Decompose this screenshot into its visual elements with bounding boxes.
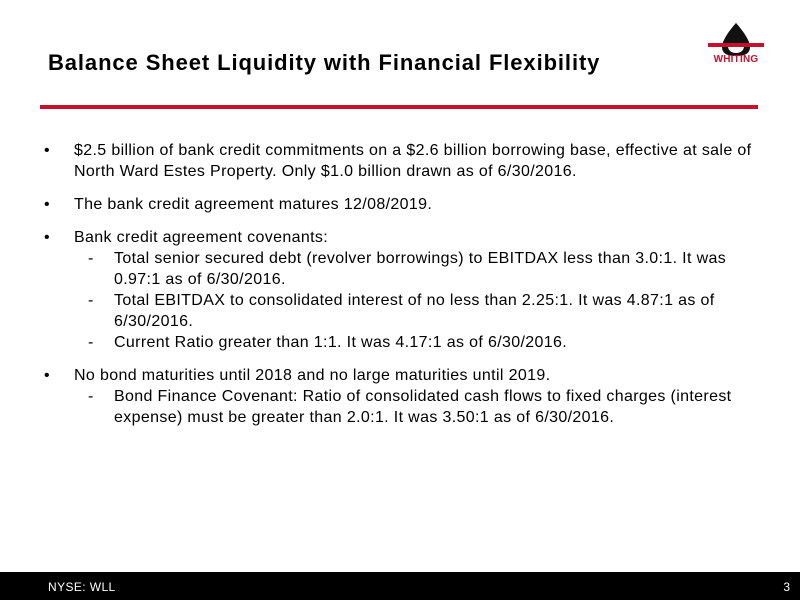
footer-ticker: NYSE: WLL [48, 580, 116, 594]
sub-bullet-marker: - [88, 250, 94, 267]
bullet-item [44, 194, 764, 215]
sub-bullet-text: Total EBITDAX to consolidated interest of no less than 2.25:1. It was 4.87:1 as of 6/30/2016. [114, 292, 715, 330]
sub-bullet-text: Total senior secured debt (revolver borrowings) to EBITDAX less than 3.0:1. It was 0.97:1 as of 6/30/2016. [114, 250, 727, 288]
sub-bullet-item [44, 386, 764, 428]
slide-title: Balance Sheet Liquidity with Financial Flexibility [48, 50, 601, 75]
sub-bullet-item [44, 248, 764, 290]
bullet-marker: • [44, 142, 50, 159]
bullet-marker: • [44, 229, 50, 246]
sub-bullet-item [44, 290, 764, 332]
bullet-item [44, 365, 764, 386]
bullet-item [44, 227, 764, 248]
sub-bullet-text: Current Ratio greater than 1:1. It was 4.17:1 as of 6/30/2016. [114, 334, 568, 351]
title-divider [40, 105, 758, 109]
bullet-marker: • [44, 367, 50, 384]
bullet-marker: • [44, 196, 50, 213]
sub-bullet-text: Bond Finance Covenant: Ratio of consolidated cash flows to fixed charges (interest expense) must be greater than 2.0:1. It was 3.50:1 as of 6/30/2016. [114, 388, 732, 426]
whiting-logo [706, 22, 766, 72]
bullet-item [44, 140, 764, 182]
sub-bullet-marker: - [88, 292, 94, 309]
sub-bullet-marker: - [88, 388, 94, 405]
bullet-text: The bank credit agreement matures 12/08/2019. [74, 196, 433, 213]
bullet-text: No bond maturities until 2018 and no large maturities until 2019. [74, 367, 551, 384]
slide-content [44, 140, 764, 428]
page-number: 3 [783, 580, 790, 594]
bullet-text: Bank credit agreement covenants: [74, 229, 329, 246]
footer-bar [0, 572, 800, 600]
logo-wordmark: WHITING [713, 54, 759, 65]
oil-drop-icon [706, 22, 766, 56]
sub-bullet-item [44, 332, 764, 353]
sub-bullet-marker: - [88, 334, 94, 351]
sub-bullet-list [44, 248, 764, 353]
sub-bullet-list [44, 386, 764, 428]
bullet-text: $2.5 billion of bank credit commitments on a $2.6 billion borrowing base, effective at sale of North Ward Estes Property. Only $1.0 billion drawn as of 6/30/2016. [74, 142, 752, 180]
